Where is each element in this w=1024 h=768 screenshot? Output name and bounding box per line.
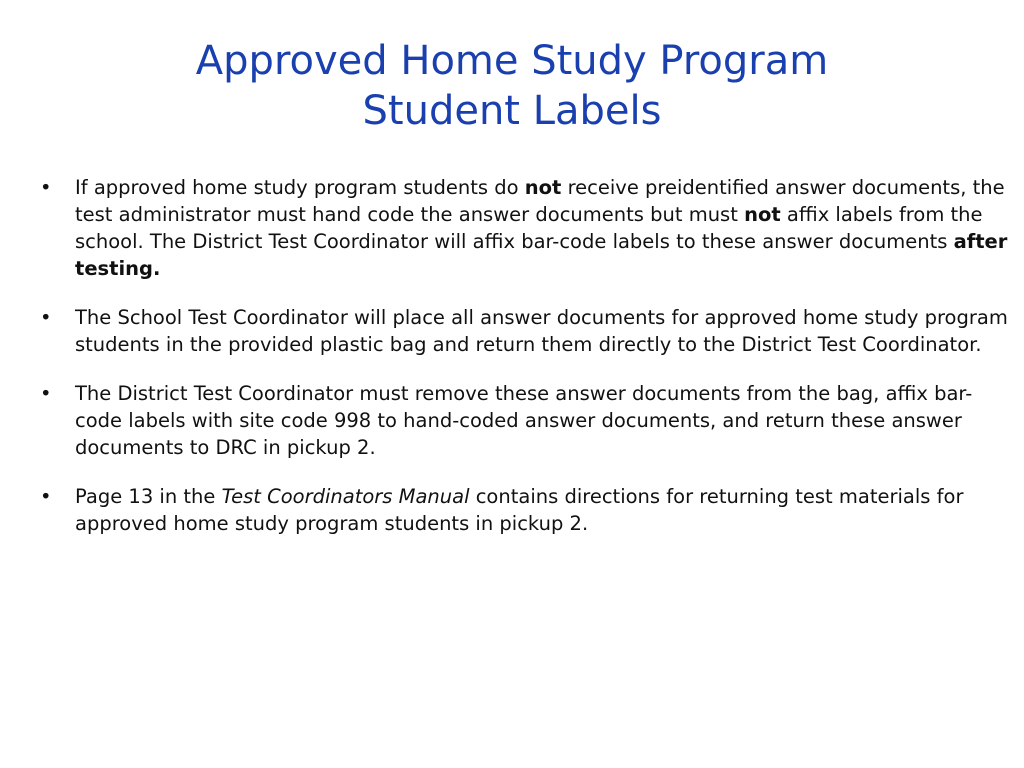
- bullet-1-text-part-1: If approved home study program students do: [75, 176, 525, 199]
- bullet-1-bold-after-testing: after testing.: [75, 230, 1008, 280]
- bullet-2-text: The School Test Coordinator will place all answer documents for approved home study program students in the provided plastic bag and return them directly to the District Test Coordinator.: [75, 306, 1008, 356]
- bullet-1-bold-not-2: not: [744, 203, 781, 226]
- bullet-item-3: [40, 380, 1012, 461]
- bullet-1-text-part-2: receive preidentified answer documents, the test administrator must hand code the answer documents but must: [75, 176, 1005, 226]
- bullet-icon: •: [40, 176, 52, 199]
- bullet-3-text: The District Test Coordinator must remove these answer documents from the bag, affix bar-code labels with site code 998 to hand-coded answer documents, and return these answer documents to DRC in pickup 2.: [75, 382, 973, 459]
- bullet-icon: •: [40, 306, 52, 329]
- slide-title-line-2: Student Labels: [362, 88, 662, 134]
- bullet-item-4: [40, 483, 1012, 537]
- bullet-4-manual-title: Test Coordinators Manual: [221, 485, 470, 508]
- bullet-item-2: [40, 304, 1012, 358]
- bullet-icon: •: [40, 485, 52, 508]
- bullet-1-text-part-3: affix labels from the school. The District Test Coordinator will affix bar-code labels to these answer documents: [75, 203, 983, 253]
- bullet-4-text-part-2: contains directions for returning test materials for approved home study program students in pickup 2.: [75, 485, 964, 535]
- slide-title: [0, 36, 1024, 136]
- bullet-list: [40, 174, 1012, 559]
- bullet-item-1: [40, 174, 1012, 282]
- slide-title-line-1: Approved Home Study Program: [195, 38, 829, 84]
- bullet-4-text-part-1: Page 13 in the: [75, 485, 222, 508]
- bullet-1-bold-not-1: not: [524, 176, 562, 199]
- bullet-icon: •: [40, 382, 52, 405]
